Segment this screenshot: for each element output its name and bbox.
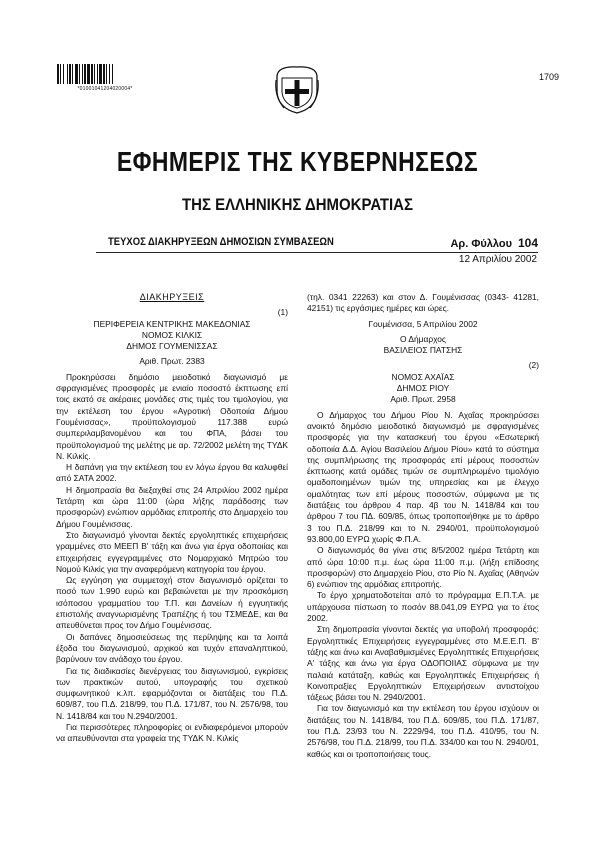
left-column	[56, 292, 288, 745]
signer-title: Ο Δήμαρχος	[400, 333, 446, 344]
issuer-line: ΝΟΜΟΣ ΑΧΑΪΑΣ	[391, 371, 455, 382]
issuer-line: ΔΗΜΟΣ ΓΟΥΜΕΝΙΣΣΑΣ	[126, 341, 218, 352]
announcement-marker: (2)	[528, 360, 539, 371]
section-title: ΔΙΑΚΗΡΥΞΕΙΣ	[139, 292, 205, 302]
paragraph: Για τον διαγωνισμό και την εκτέλεση του έργου ισχύουν οι διατάξεις του Ν. 1418/84, του Π.Δ. 609/85, του Π.Δ. 171/87, του Π.Δ. 23/93 του Ν. 2229/94, του Π.Δ. 410/95, του Ν. 2576/98, του Π.Δ. 218/99, του Π.Δ. 334/00 και του Ν. 2940/01, καθώς και οι τροποποιήσεις τους.	[307, 703, 539, 759]
protocol-number: Αριθ. Πρωτ. 2958	[390, 394, 456, 405]
barcode-bar	[113, 64, 114, 84]
paragraph: Ο διαγωνισμός θα γίνει στις 8/5/2002 ημέρα Τετάρτη και από ώρα 10:00 π.μ. έως ώρα 11:00 π.μ. (λήξη επίδοσης προσφορών) στο Δημαρχείο Ρίου, στο Ρίο Ν. Αχαΐας (Αθηνών 6) ενώπιον της αρμόδιας επιτροπής.	[307, 545, 539, 590]
issue-date: 12 Απριλίου 2002	[458, 254, 537, 265]
signer-name: ΒΑΣΙΛΕΙΟΣ ΠΑΤΣΗΣ	[383, 345, 463, 356]
paragraph: Προκηρύσσει δημόσιο μειοδοτικό διαγωνισμό με σφραγισμένες προσφορές με ενιαίο ποσοστό έκπτωσης επί τοις εκατό σε ακέραιες μονάδες στις τιμές του τιμολογίου, για την εκτέλεση του έργου «Αγροτική Οδοποιία Δήμου Γουμένισσας», προϋπολογισμού 117.388 ευρώ συμπεριλαμβανομένου και του ΦΠΑ, βάσει του προϋπολογισμού της μελέτης με αρ. 72/2002 μελέτη της ΤΥΔΚ Ν. Κιλκίς.	[56, 371, 288, 461]
continuation-text: (τηλ. 0341 22263) και στον Δ. Γουμένισσας (0343- 41281, 42151) τις εργάσιμες ημέρες και ώρες.	[307, 292, 539, 314]
issuer-line: ΠΕΡΙΦΕΡΕΙΑ ΚΕΝΤΡΙΚΗΣ ΜΑΚΕΔΟΝΙΑΣ	[93, 318, 251, 329]
paragraph: Για περισσότερες πληροφορίες οι ενδιαφερόμενοι μπορούν να απευθύνονται στα γραφεία της ΤΥΔΚ Ν. Κιλκίς	[56, 721, 288, 744]
paragraph: Οι δαπάνες δημοσιεύσεως της περίληψης και τα λοιπά έξοδα του διαγωνισμού, αρχικού και τυχόν επαναληπτικού, βαρύνουν τον ανάδοχο του έργου.	[56, 631, 288, 665]
paragraph: Η δημοπρασία θα διεξαχθεί στις 24 Απριλίου 2002 ημέρα Τετάρτη και ώρα 11:00 (ώρα λήξης παράδοσης των προσφορών) ενώπιον αρμόδιας επιτροπής στο Δημαρχείο του Δήμου Γουμένισσας.	[56, 484, 288, 529]
announcement-marker: (1)	[277, 307, 288, 318]
gazette-title: ΕΦΗΜΕΡΙΣ ΤΗΣ ΚΥΒΕΡΝΗΣΕΩΣ	[116, 146, 479, 177]
page-number: 1709	[538, 72, 559, 82]
issuer-line: ΔΗΜΟΣ ΡΙΟΥ	[396, 383, 450, 394]
sheet-number-block	[450, 236, 538, 250]
coat-of-arms-emblem	[274, 62, 320, 116]
issuer-line: ΝΟΜΟΣ ΚΙΛΚΙΣ	[141, 329, 203, 340]
header-divider	[96, 252, 538, 253]
place-date: Γουμένισσα, 5 Απριλίου 2002	[368, 318, 478, 329]
issue-info-row	[96, 236, 538, 250]
paragraph: Ο Δήμαρχος του Δήμου Ρίου Ν. Αχαΐας προκηρύσσει ανοικτό δημόσιο μειοδοτικό διαγωνισμό με σφραγισμένες προσφορές για την κατασκευή του έργου «Εσωτερική οδοποιία Δ.Δ. Αγίου Βασιλείου Δήμου Ρίου» κατά το σύστημα της συμπλήρωσης της προσφοράς επί μέρους ποσοστών έκπτωσης κατά ομάδες τιμών σε συμπληρωμένο τιμολόγιο ομαδοποιημένων τιμών της υπηρεσίας και με έλεγχο ομαλότητας των επί μέρους ποσοστών, σύμφωνα με τις διατάξεις του άρθρου 4 παρ. 4β του Ν. 1418/84 και του άρθρου 7 του ΠΔ. 609/85, όπως τροποποιήθηκε με το άρθρο 3 του Π.Δ. 218/99 και το Ν. 2940/01, προϋπολογισμού 93.800,00 ΕΥΡΩ χωρίς Φ.Π.Α.	[307, 409, 539, 544]
paragraph: Στο διαγωνισμό γίνονται δεκτές εργοληπτικές επιχειρήσεις γραμμένες στο ΜΕΕΠ Β' τάξη και άνω για έργα οδοποιίας και επιχειρήσεις εγγεγραμμένες στο Νομαρχιακό Μητρώο του Νομού Κιλκίς για την αναφερόμενη κατηγορία του έργου.	[56, 529, 288, 574]
protocol-number: Αριθ. Πρωτ. 2383	[139, 356, 205, 367]
barcode	[57, 64, 153, 84]
paragraph: Στη δημοπρασία γίνονται δεκτές για υποβολή προσφοράς: Εργοληπτικές Επιχειρήσεις εγγεγραμμένες στο Μ.Ε.Ε.Π. Β' τάξης και άνω και Αναβαθμισμένες Εργοληπτικές Επιχειρήσεις Α' τάξης και άνω για έργα ΟΔΟΠΟΙΙΑΣ σύμφωνα με την παλαιά κατάταξη, καθώς και Εργοληπτικές Επιχειρήσεις ή Κοινοπραξίες Εργοληπτικών Επιχειρήσεων αντιστοίχου τάξεως βάσει του Ν. 2940/2001.	[307, 624, 539, 703]
issue-series: ΤΕΥΧΟΣ ΔΙΑΚΗΡΥΞΕΩΝ ΔΗΜΟΣΙΩΝ ΣΥΜΒΑΣΕΩΝ	[108, 236, 334, 248]
paragraph: Ως εγγύηση για συμμετοχή στον διαγωνισμό ορίζεται το ποσό των 1.990 ευρώ και βεβαιώνεται με την προσκόμιση ισόποσου γραμματίου του Τ.Π. και Δανείων ή εγγυητικής επιστολής αναγνωρισμένης Τραπέζης ή του ΤΣΜΕΔΕ, και θα απευθύνεται προς τον Δήμο Γουμένισσας.	[56, 575, 288, 631]
paragraph: Το έργο χρηματοδοτείται από το πρόγραμμα Ε.Π.Τ.Α. με υπάρχουσα πίστωση το ποσόν 88.041,09 ΕΥΡΩ για το έτος 2002.	[307, 590, 539, 624]
paragraph: Για τις διαδικασίες διενέργειας του διαγωνισμού, εγκρίσεις των πρακτικών αυτού, υπογραφής του σχετικού συμφωνητικού κ.λπ. εφαρμόζονται οι διατάξεις του Π.Δ. 609/87, του Π.Δ. 218/99, του Π.Δ. 171/87, του Ν. 2576/98, του Ν. 1418/84 και του Ν.2940/2001.	[56, 665, 288, 721]
gazette-subtitle: ΤΗΣ ΕΛΛΗΝΙΚΗΣ ΔΗΜΟΚΡΑΤΙΑΣ	[182, 195, 413, 214]
right-column	[307, 292, 539, 760]
sheet-number: 104	[517, 236, 538, 250]
sheet-label: Αρ. Φύλλου	[450, 238, 512, 250]
paragraph: Η δαπάνη για την εκτέλεση του εν λόγω έργου θα καλυφθεί από ΣΑΤΑ 2002.	[56, 462, 288, 484]
barcode-text: *01001041204020004*	[77, 86, 133, 92]
